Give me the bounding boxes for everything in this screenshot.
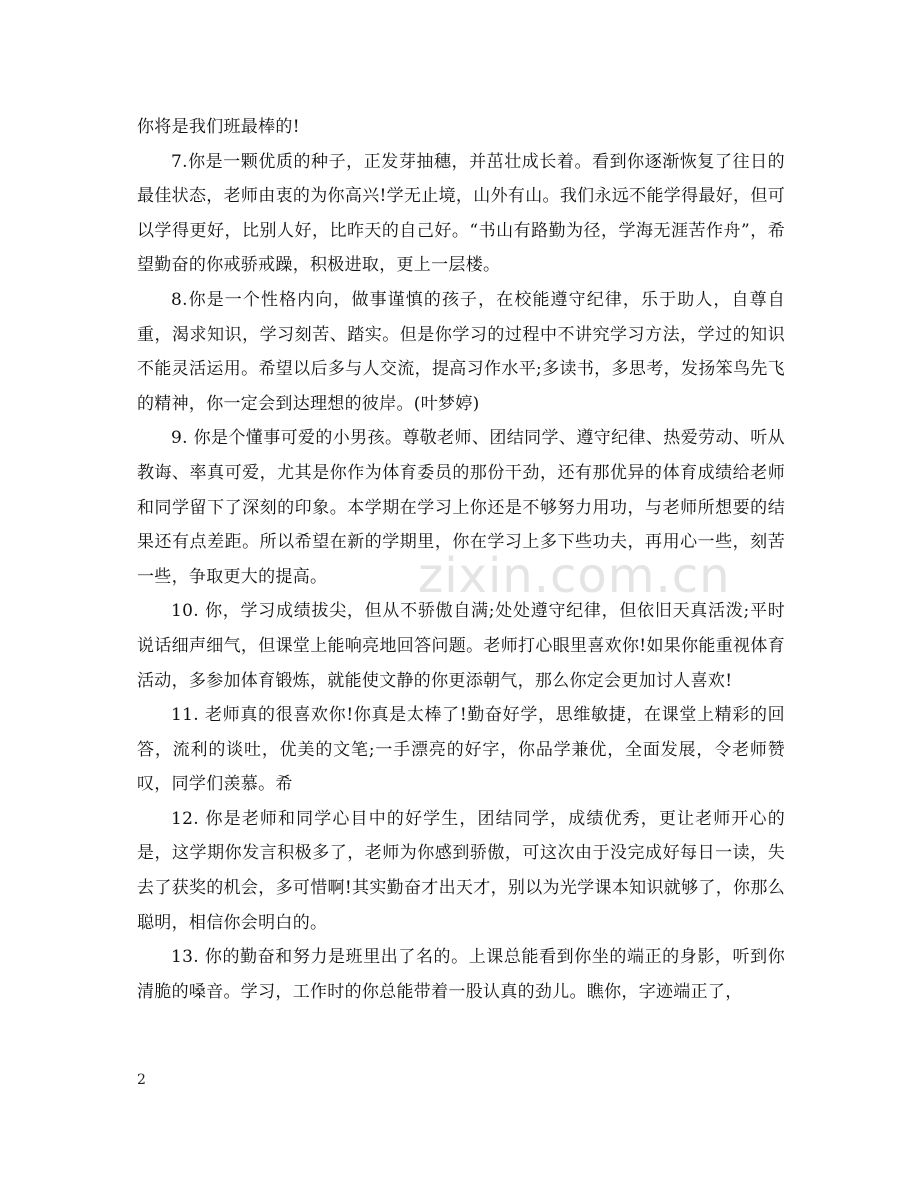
paragraph-11: 11. 老师真的很喜欢你!你真是太棒了!勤奋好学，思维敏捷，在课堂上精彩的回答，流利的谈吐，优美的文笔;一手漂亮的好字，你品学兼优，全面发展，令老师赞叹，同学们羡慕。希 [137,705,785,795]
paragraph-continued: 你将是我们班最棒的! [137,117,300,137]
paragraph-13: 13. 你的勤奋和努力是班里出了名的。上课总能看到你坐的端正的身影，听到你清脆的嗓音。学习，工作时的你总能带着一股认真的劲儿。瞧你，字迹端正了， [137,947,785,1002]
page-number: 2 [137,1072,146,1088]
paragraph-8: 8.你是一个性格内向，做事谨慎的孩子，在校能遵守纪律，乐于助人，自尊自重，渴求知识，学习刻苦、踏实。但是你学习的过程中不讲究学习方法，学过的知识不能灵活运用。希望以后多与人交流，提高习作水平;多读书，多思考，发扬笨鸟先飞的精神，你一定会到达理想的彼岸。(叶梦婷) [137,289,785,414]
paragraph-10: 10. 你，学习成绩拔尖，但从不骄傲自满;处处遵守纪律，但依旧天真活泼;平时说话细声细气，但课堂上能响亮地回答问题。老师打心眼里喜欢你!如果你能重视体育活动，多参加体育锻炼，就能使文静的你更添朝气，那么你定会更加讨人喜欢! [137,601,785,691]
document-body [137,110,785,1009]
paragraph-9: 9. 你是个懂事可爱的小男孩。尊敬老师、团结同学、遵守纪律、热爱劳动、听从教诲、率真可爱，尤其是你作为体育委员的那份干劲，还有那优异的体育成绩给老师和同学留下了深刻的印象。本学期在学习上你还是不够努力用功，与老师所想要的结果还有点差距。所以希望在新的学期里，你在学习上多下些功夫，再用心一些，刻苦一些，争取更大的提高。 [137,428,785,587]
watermark: zixin.com.cn [418,548,731,604]
paragraph-12: 12. 你是老师和同学心目中的好学生，团结同学，成绩优秀，更让老师开心的是，这学期你发言积极多了，老师为你感到骄傲，可这次由于没完成好每日一读，失去了获奖的机会，多可惜啊!其实勤奋才出天才，别以为光学课本知识就够了，你那么聪明，相信你会明白的。 [137,808,785,933]
paragraph-7: 7.你是一颗优质的种子，正发芽抽穗，并茁壮成长着。看到你逐渐恢复了往日的最佳状态，老师由衷的为你高兴!学无止境，山外有山。我们永远不能学得最好，但可以学得更好，比别人好，比昨天的自己好。“书山有路勤为径，学海无涯苦作舟”，希望勤奋的你戒骄戒躁，积极进取，更上一层楼。 [137,151,785,276]
